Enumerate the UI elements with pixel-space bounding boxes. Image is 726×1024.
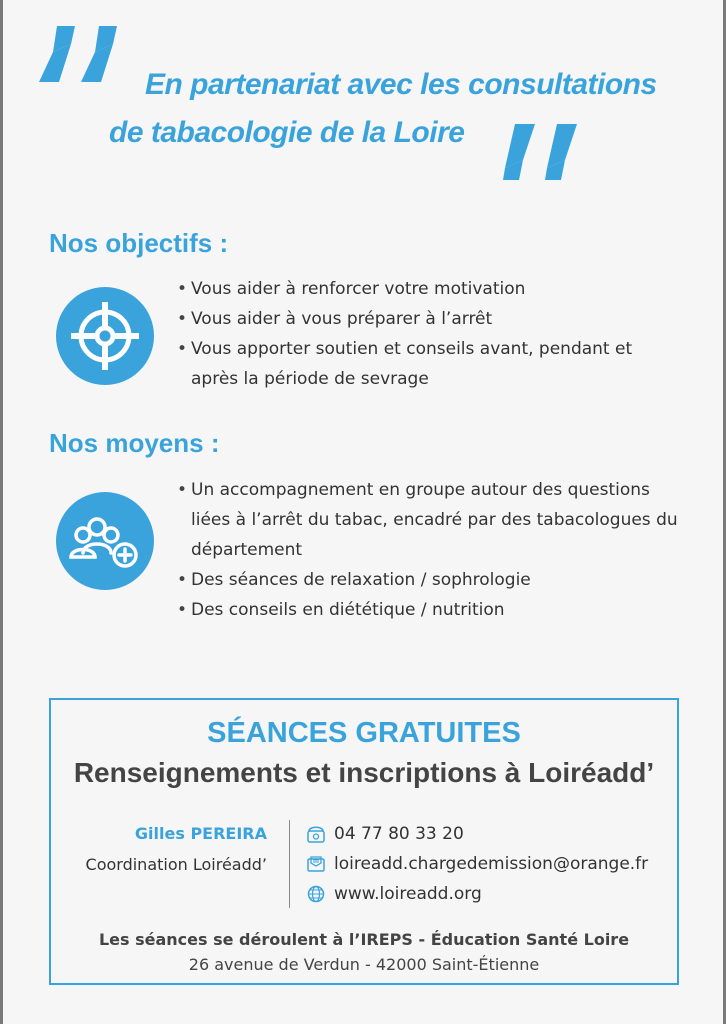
- globe-icon: [305, 884, 327, 904]
- objectives-list: [175, 274, 675, 394]
- list-item: • Un accompagnement en groupe autour des questions liées à l’arrêt du tabac, encadré par des tabacologues du département: [175, 475, 685, 565]
- phone-contact[interactable]: [305, 821, 464, 847]
- phone-icon: [305, 824, 327, 844]
- close-quote-icon: [503, 120, 595, 190]
- list-item: • Des séances de relaxation / sophrologie: [175, 565, 685, 595]
- phone-number: 04 77 80 33 20: [334, 824, 464, 844]
- list-item: • Vous aider à renforcer votre motivation: [175, 274, 675, 304]
- address-text: 26 avenue de Verdun - 42000 Saint-Étienne: [188, 955, 540, 974]
- headline-line-2: de tabacologie de la Loire: [109, 116, 465, 149]
- flyer-page: [3, 0, 723, 1024]
- group-add-icon: [67, 511, 143, 571]
- headline-line-1: En partenariat avec les consultations: [145, 68, 657, 101]
- contact-name: Gilles PEREIRA: [134, 824, 267, 843]
- means-title: Nos moyens :: [49, 428, 220, 458]
- target-icon: [66, 297, 144, 375]
- registration-heading: Renseignements et inscriptions à Loiréadd’: [73, 757, 655, 788]
- means-icon-circle: [56, 492, 154, 590]
- contact-divider: [289, 820, 290, 908]
- free-sessions-label: SÉANCES GRATUITES: [207, 717, 521, 749]
- list-item: • Vous aider à vous préparer à l’arrêt: [175, 304, 675, 334]
- objectives-title: Nos objectifs :: [49, 228, 229, 258]
- objectives-icon-circle: [56, 287, 154, 385]
- open-quote-icon: [39, 20, 131, 110]
- venue-text: Les séances se déroulent à l’IREPS - Éducation Santé Loire: [98, 930, 630, 949]
- mail-icon: [305, 854, 327, 874]
- list-item: • Des conseils en diététique / nutrition: [175, 595, 685, 625]
- email-address: loireadd.chargedemission@orange.fr: [334, 854, 649, 874]
- website-url: www.loireadd.org: [334, 884, 482, 904]
- list-item: • Vous apporter soutien et conseils avant, pendant et après la période de sevrage: [175, 334, 675, 394]
- means-list: [175, 475, 685, 625]
- email-contact[interactable]: [305, 851, 648, 877]
- contact-role: Coordination Loiréadd’: [85, 855, 267, 874]
- website-contact[interactable]: [305, 881, 482, 907]
- info-box: [49, 698, 679, 985]
